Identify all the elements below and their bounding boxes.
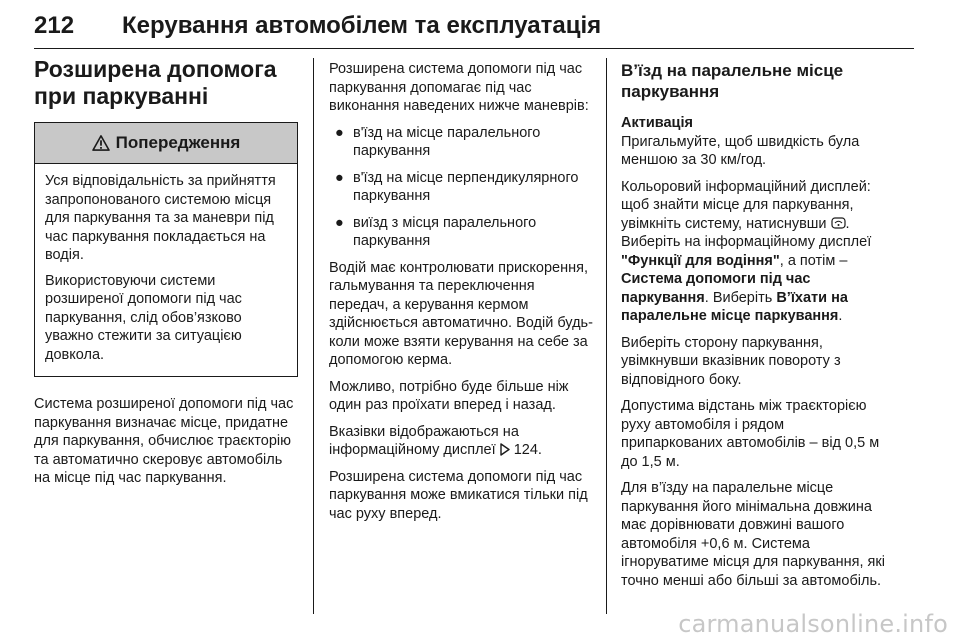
column-divider-2 <box>606 58 607 614</box>
bullet: ● <box>335 124 344 141</box>
bullet: ● <box>335 169 344 186</box>
body-paragraph: Розширена система допомоги під час паркування може вмикатися тільки під час руху вперед. <box>329 468 588 522</box>
body-paragraph: Для в’їзду на паралельне місце паркування його мінімальна довжина має дорівнювати довжині вашого автомобіля +0,6 м. Система ігноруватиме місця для паркування, які точно менші або більші за автомобіль. <box>621 480 885 589</box>
subheading: Активація <box>621 115 693 131</box>
warning-box <box>34 122 298 377</box>
body-paragraph: Можливо, потрібно буде більше ніж один раз проїхати вперед і назад. <box>329 378 569 413</box>
body-paragraph: Система розширеної допомоги під час паркування визначає місце, придатне для паркування, обчислює траєкторію та автоматично скеровує автомобіль на місце під час паркування. <box>34 396 294 486</box>
body-paragraph: Допустима відстань між траєкторією руху автомобіля і рядом припаркованих автомобілів – від 0,5 м до 1,5 м. <box>621 398 880 470</box>
chapter-title: Керування автомобілем та експлуатація <box>122 12 602 39</box>
warning-heading: Попередження <box>115 133 241 152</box>
warning-header <box>35 123 297 164</box>
body-paragraph: Виберіть сторону паркування, увімкнувши вказівник повороту з відповідного боку. <box>621 334 841 388</box>
section-title: Розширена допомога при паркуванні <box>34 56 277 109</box>
warning-paragraph-1: Уся відповідальність за прийняття запропонованого системою місця для паркування та за маневри під час паркування покладається на водія. <box>45 173 276 263</box>
column-1 <box>34 56 298 496</box>
list-item: ● виїзд з місця паралельного паркування <box>335 214 537 249</box>
column-3 <box>621 60 887 598</box>
column-2 <box>329 60 595 531</box>
body-paragraph: Пригальмуйте, щоб швидкість була меншою за 30 км/год. <box>621 133 860 168</box>
body-paragraph: Вказівки відображаються на інформаційному дисплеї 124. <box>329 423 542 458</box>
warning-body <box>35 164 297 376</box>
page-number: 212 <box>34 12 75 39</box>
list-item: ● в'їзд на місце перпендикулярного паркування <box>335 169 579 204</box>
page-reference[interactable]: 124. <box>513 442 542 458</box>
body-paragraph: Кольоровий інформаційний дисплей: щоб знайти місце для паркування, увімкніть систему, натиснувши . Виберіть на інформаційному дисплеї "Функції для водіння", а потім – Система допомоги під час паркування. Виберіть В’їхати на паралельне місце паркування. <box>621 178 872 324</box>
parking-assist-button-icon <box>831 216 846 230</box>
page-header <box>34 4 914 49</box>
maneuver-list <box>329 124 595 251</box>
warning-paragraph-2: Використовуючи системи розширеної допомоги під час паркування, слід обов’язково уважно стежити за ситуацією довкола. <box>45 272 242 363</box>
section-title: В’їзд на паралельне місце паркування <box>621 61 844 101</box>
intro-paragraph: Розширена система допомоги під час паркування допомагає під час виконання наведених нижче маневрів: <box>329 61 589 114</box>
bullet: ● <box>335 214 344 231</box>
page-reference-icon <box>500 443 510 456</box>
column-divider-1 <box>313 58 314 614</box>
body-paragraph: Водій має контролювати прискорення, гальмування та переключення передач, а керування кермом здійснюється автоматично. Водій будь-коли може взяти керування на себе за допомогою керма. <box>329 259 593 368</box>
list-item: ● в'їзд на місце паралельного паркування <box>335 124 541 159</box>
warning-triangle-icon <box>92 135 110 151</box>
watermark: carmanualsonline.info <box>678 610 948 638</box>
